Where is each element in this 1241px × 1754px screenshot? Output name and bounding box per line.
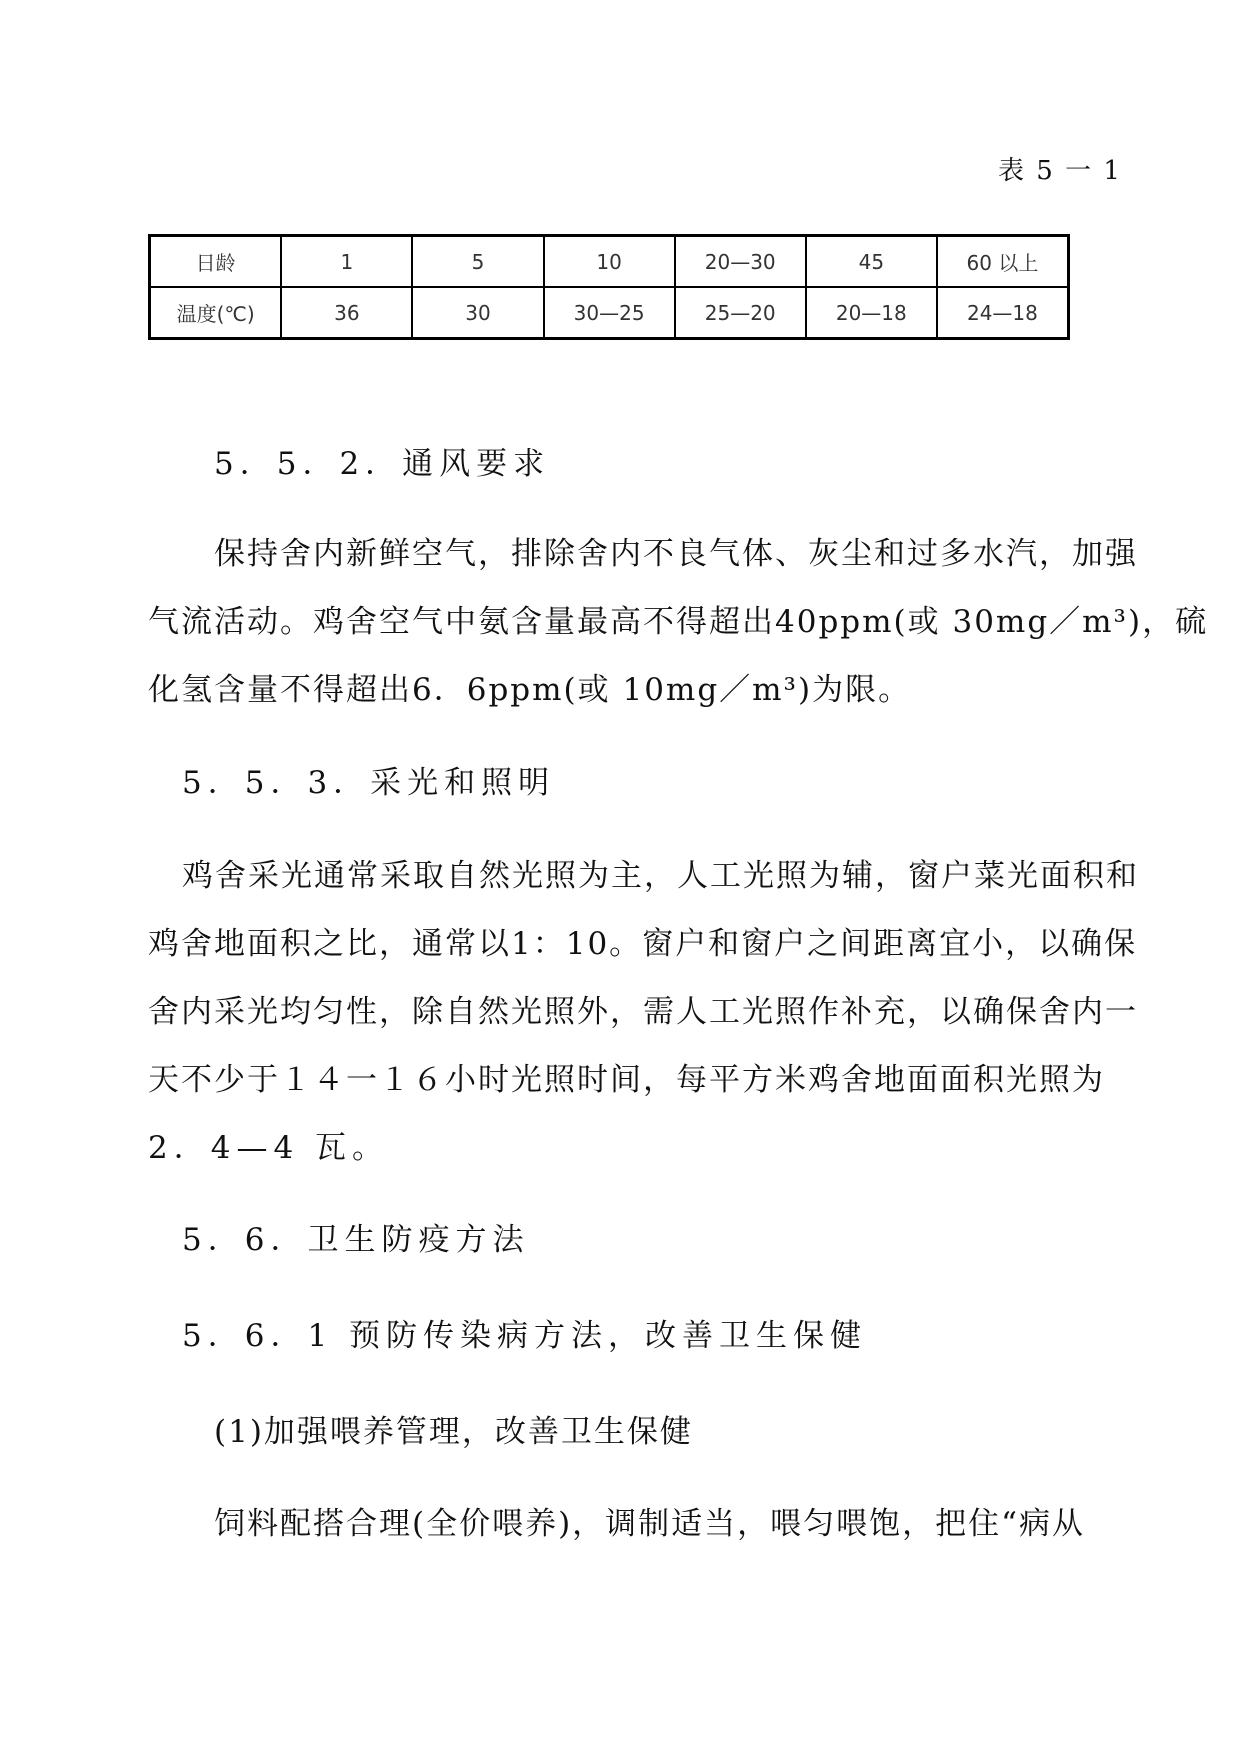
table-cell: 20—18	[806, 287, 937, 339]
section-heading-5-5-3: 5．5．3．采光和照明	[182, 765, 556, 801]
table-caption: 表 5 一 1	[998, 156, 1122, 186]
paragraph-line: 鸡舍地面积之比，通常以1：10。窗户和窗户之间距离宜小，以确保	[148, 926, 1138, 962]
table-cell: 25—20	[675, 287, 806, 339]
paragraph-line: 保持舍内新鲜空气，排除舍内不良气体、灰尘和过多水汽，加强	[214, 536, 1138, 572]
table-cell: 温度(℃)	[150, 287, 282, 339]
paragraph-line: 舍内采光均匀性，除自然光照外，需人工光照作补充，以确保舍内一	[148, 994, 1138, 1030]
paragraph-line: 2．4—4 瓦。	[148, 1130, 390, 1166]
list-item: (1)加强喂养管理，改善卫生保健	[214, 1414, 693, 1450]
paragraph-line: 天不少于１４一１６小时光照时间，每平方米鸡舍地面面积光照为	[148, 1062, 1105, 1098]
paragraph-line: 饲料配搭合理(全价喂养)，调制适当，喂匀喂饱，把住“病从	[214, 1506, 1086, 1542]
table-cell: 24—18	[937, 287, 1069, 339]
table-cell: 45	[806, 236, 937, 288]
table-cell: 60 以上	[937, 236, 1069, 288]
table-cell: 20—30	[675, 236, 806, 288]
paragraph-line: 鸡舍采光通常采取自然光照为主，人工光照为辅，窗户菜光面积和	[182, 858, 1139, 894]
table-cell: 30—25	[544, 287, 675, 339]
paragraph-line: 气流活动。鸡舍空气中氨含量最高不得超出40ppm(或 30mg／m³)，硫	[148, 604, 1209, 640]
section-heading-5-6-1: 5．6．1 预防传染病方法，改善卫生保健	[182, 1318, 868, 1354]
section-heading-5-5-2: 5．5．2．通风要求	[214, 446, 551, 482]
table-cell: 日龄	[150, 236, 282, 288]
table-row	[150, 236, 1069, 288]
table-row	[150, 287, 1069, 339]
temperature-table	[148, 234, 1070, 340]
table-cell: 36	[281, 287, 412, 339]
table-cell: 10	[544, 236, 675, 288]
table-cell: 30	[412, 287, 543, 339]
table-cell: 5	[412, 236, 543, 288]
table-cell: 1	[281, 236, 412, 288]
paragraph-line: 化氢含量不得超出6．6ppm(或 10mg／m³)为限。	[148, 672, 912, 708]
section-heading-5-6: 5．6．卫生防疫方法	[182, 1222, 530, 1258]
